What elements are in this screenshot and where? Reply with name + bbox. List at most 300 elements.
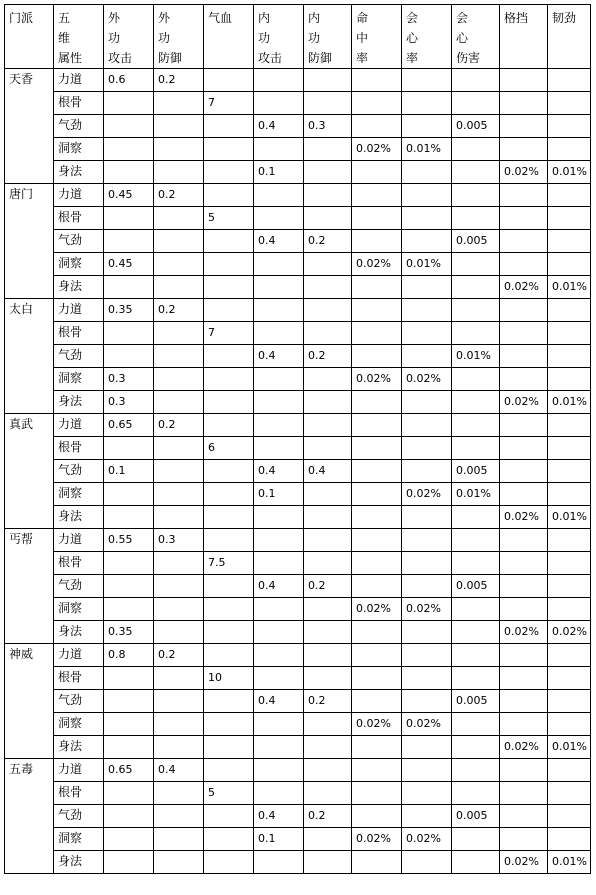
attribute-cell: 根骨 (54, 92, 104, 115)
value-cell (254, 782, 304, 805)
attribute-cell: 洞察 (54, 483, 104, 506)
value-cell: 0.005 (452, 230, 500, 253)
value-cell (204, 161, 254, 184)
value-cell (104, 805, 154, 828)
attribute-cell: 洞察 (54, 828, 104, 851)
value-cell (154, 851, 204, 874)
value-cell (104, 92, 154, 115)
value-cell (304, 414, 352, 437)
value-cell (204, 529, 254, 552)
header-line: 会 心 (456, 11, 475, 45)
attribute-cell: 根骨 (54, 207, 104, 230)
table-row (5, 299, 591, 322)
value-cell: 6 (204, 437, 254, 460)
attribute-cell: 身法 (54, 161, 104, 184)
value-cell: 0.02% (500, 736, 548, 759)
value-cell (402, 621, 452, 644)
value-cell (500, 759, 548, 782)
header-line: 防御 (158, 51, 183, 65)
header-line: 防御 (308, 51, 333, 65)
value-cell (254, 598, 304, 621)
table-row (5, 506, 591, 529)
header-line: 五 维 (58, 11, 77, 45)
value-cell: 0.4 (254, 460, 304, 483)
value-cell (352, 414, 402, 437)
value-cell (204, 276, 254, 299)
value-cell (500, 828, 548, 851)
value-cell (204, 828, 254, 851)
value-cell (452, 368, 500, 391)
value-cell (548, 667, 591, 690)
value-cell (204, 368, 254, 391)
value-cell (104, 851, 154, 874)
value-cell (352, 667, 402, 690)
value-cell (500, 414, 548, 437)
value-cell (154, 736, 204, 759)
value-cell (402, 345, 452, 368)
value-cell (104, 161, 154, 184)
value-cell (352, 161, 402, 184)
value-cell (548, 483, 591, 506)
value-cell (304, 138, 352, 161)
value-cell (154, 575, 204, 598)
value-cell: 0.4 (254, 230, 304, 253)
value-cell (548, 644, 591, 667)
value-cell: 0.4 (254, 345, 304, 368)
table-row (5, 713, 591, 736)
value-cell (254, 414, 304, 437)
value-cell (402, 552, 452, 575)
sect-name-cell: 真武 (5, 414, 54, 529)
value-cell (500, 667, 548, 690)
header-line: 攻击 (258, 51, 283, 65)
value-cell (402, 805, 452, 828)
value-cell (500, 782, 548, 805)
value-cell: 0.2 (154, 414, 204, 437)
value-cell (204, 138, 254, 161)
value-cell (104, 690, 154, 713)
value-cell: 0.01% (548, 161, 591, 184)
header-block (500, 5, 548, 69)
value-cell: 0.02% (500, 621, 548, 644)
value-cell (254, 506, 304, 529)
value-cell (452, 184, 500, 207)
header-line: 率 (356, 51, 369, 65)
table-body (5, 69, 591, 874)
value-cell (204, 483, 254, 506)
value-cell (452, 299, 500, 322)
value-cell (352, 391, 402, 414)
value-cell (154, 138, 204, 161)
value-cell (352, 736, 402, 759)
value-cell: 0.45 (104, 184, 154, 207)
value-cell (548, 759, 591, 782)
sect-name-cell: 神威 (5, 644, 54, 759)
value-cell: 0.01% (548, 276, 591, 299)
header-line: 外 功 (108, 11, 127, 45)
value-cell (500, 345, 548, 368)
value-cell (304, 253, 352, 276)
attribute-cell: 气劲 (54, 690, 104, 713)
value-cell: 0.02% (402, 483, 452, 506)
value-cell: 5 (204, 782, 254, 805)
value-cell (402, 437, 452, 460)
value-cell (352, 851, 402, 874)
value-cell (154, 667, 204, 690)
header-ext-atk (104, 5, 154, 69)
value-cell (500, 138, 548, 161)
value-cell (104, 437, 154, 460)
header-sect (5, 5, 54, 69)
value-cell (254, 391, 304, 414)
value-cell (452, 851, 500, 874)
value-cell (304, 184, 352, 207)
value-cell (500, 690, 548, 713)
attribute-cell: 气劲 (54, 345, 104, 368)
value-cell: 0.35 (104, 621, 154, 644)
value-cell (548, 299, 591, 322)
header-int-atk (254, 5, 304, 69)
attribute-cell: 洞察 (54, 138, 104, 161)
value-cell (254, 368, 304, 391)
value-cell (104, 276, 154, 299)
value-cell (204, 598, 254, 621)
value-cell (352, 759, 402, 782)
value-cell (154, 161, 204, 184)
value-cell (402, 782, 452, 805)
value-cell (254, 529, 304, 552)
value-cell (104, 552, 154, 575)
value-cell (304, 598, 352, 621)
value-cell (204, 851, 254, 874)
table-row (5, 736, 591, 759)
value-cell (352, 115, 402, 138)
table-row (5, 782, 591, 805)
header-line: 格挡 (504, 11, 529, 25)
table-row (5, 483, 591, 506)
value-cell: 0.02% (500, 506, 548, 529)
value-cell (154, 92, 204, 115)
value-cell (304, 368, 352, 391)
sect-name-cell: 五毒 (5, 759, 54, 874)
header-attr (54, 5, 104, 69)
value-cell (452, 552, 500, 575)
value-cell (500, 437, 548, 460)
value-cell (548, 69, 591, 92)
value-cell: 0.4 (154, 759, 204, 782)
value-cell (304, 759, 352, 782)
value-cell (452, 506, 500, 529)
value-cell (104, 506, 154, 529)
attribute-cell: 根骨 (54, 667, 104, 690)
value-cell (548, 575, 591, 598)
value-cell: 0.2 (304, 230, 352, 253)
sect-name-cell: 天香 (5, 69, 54, 184)
value-cell (452, 621, 500, 644)
attribute-cell: 洞察 (54, 368, 104, 391)
value-cell: 0.2 (154, 184, 204, 207)
value-cell (402, 851, 452, 874)
header-hp (204, 5, 254, 69)
value-cell (204, 115, 254, 138)
value-cell: 0.4 (254, 805, 304, 828)
value-cell: 0.1 (254, 483, 304, 506)
value-cell (154, 207, 204, 230)
value-cell (452, 414, 500, 437)
value-cell: 0.02% (548, 621, 591, 644)
value-cell (548, 460, 591, 483)
value-cell (548, 598, 591, 621)
value-cell (548, 713, 591, 736)
value-cell: 0.005 (452, 805, 500, 828)
table-row (5, 759, 591, 782)
header-line: 内 功 (258, 11, 277, 45)
value-cell: 0.3 (154, 529, 204, 552)
value-cell (402, 644, 452, 667)
value-cell (104, 782, 154, 805)
attribute-cell: 根骨 (54, 782, 104, 805)
value-cell (500, 598, 548, 621)
attribute-cell: 根骨 (54, 437, 104, 460)
attribute-cell: 气劲 (54, 115, 104, 138)
table-row (5, 391, 591, 414)
table-row (5, 644, 591, 667)
value-cell (352, 621, 402, 644)
value-cell (548, 115, 591, 138)
value-cell: 0.01% (452, 483, 500, 506)
value-cell (352, 575, 402, 598)
value-cell (304, 828, 352, 851)
value-cell: 0.1 (254, 828, 304, 851)
value-cell: 0.02% (352, 253, 402, 276)
value-cell (500, 92, 548, 115)
value-cell (204, 690, 254, 713)
value-cell: 0.2 (154, 644, 204, 667)
value-cell (548, 529, 591, 552)
value-cell (352, 345, 402, 368)
table-row (5, 276, 591, 299)
table-row (5, 368, 591, 391)
value-cell (500, 575, 548, 598)
value-cell (452, 713, 500, 736)
value-cell (254, 253, 304, 276)
table-row (5, 69, 591, 92)
value-cell (500, 368, 548, 391)
header-line: 韧劲 (552, 11, 577, 25)
table-row (5, 828, 591, 851)
value-cell (548, 690, 591, 713)
attribute-cell: 身法 (54, 736, 104, 759)
table-row (5, 690, 591, 713)
attribute-cell: 身法 (54, 621, 104, 644)
value-cell (500, 552, 548, 575)
attribute-cell: 身法 (54, 276, 104, 299)
value-cell (254, 644, 304, 667)
header-line: 门派 (9, 11, 34, 25)
value-cell (304, 299, 352, 322)
value-cell (154, 437, 204, 460)
value-cell (154, 345, 204, 368)
value-cell (304, 713, 352, 736)
value-cell (352, 207, 402, 230)
value-cell (548, 322, 591, 345)
value-cell: 0.35 (104, 299, 154, 322)
value-cell (204, 736, 254, 759)
value-cell (154, 230, 204, 253)
value-cell (254, 552, 304, 575)
value-cell: 0.02% (402, 713, 452, 736)
value-cell (352, 92, 402, 115)
attribute-cell: 力道 (54, 414, 104, 437)
value-cell (352, 322, 402, 345)
value-cell (254, 437, 304, 460)
value-cell: 0.01% (548, 506, 591, 529)
value-cell: 0.8 (104, 644, 154, 667)
table-row (5, 552, 591, 575)
header-line: 率 (406, 51, 419, 65)
value-cell (204, 759, 254, 782)
attribute-cell: 洞察 (54, 713, 104, 736)
value-cell (352, 276, 402, 299)
value-cell (548, 414, 591, 437)
table-row (5, 345, 591, 368)
value-cell (452, 667, 500, 690)
value-cell (254, 667, 304, 690)
value-cell (204, 506, 254, 529)
value-cell (452, 253, 500, 276)
value-cell (204, 345, 254, 368)
value-cell: 0.1 (104, 460, 154, 483)
attribute-cell: 洞察 (54, 253, 104, 276)
attribute-cell: 身法 (54, 391, 104, 414)
value-cell (154, 460, 204, 483)
value-cell (548, 92, 591, 115)
value-cell (304, 276, 352, 299)
table-row (5, 92, 591, 115)
value-cell: 0.01% (452, 345, 500, 368)
value-cell: 0.02% (500, 276, 548, 299)
value-cell (452, 276, 500, 299)
value-cell: 0.4 (304, 460, 352, 483)
table-row (5, 414, 591, 437)
value-cell (402, 184, 452, 207)
table-row (5, 161, 591, 184)
value-cell (352, 483, 402, 506)
value-cell (352, 805, 402, 828)
value-cell (304, 667, 352, 690)
value-cell (500, 69, 548, 92)
value-cell (402, 575, 452, 598)
table-row (5, 805, 591, 828)
value-cell (304, 621, 352, 644)
value-cell: 0.2 (304, 805, 352, 828)
value-cell (104, 483, 154, 506)
value-cell: 0.02% (500, 161, 548, 184)
table-row (5, 138, 591, 161)
attribute-cell: 根骨 (54, 552, 104, 575)
value-cell (548, 207, 591, 230)
header-line: 命 中 (356, 11, 375, 45)
value-cell (204, 460, 254, 483)
attribute-cell: 身法 (54, 506, 104, 529)
attribute-cell: 力道 (54, 69, 104, 92)
value-cell: 0.005 (452, 690, 500, 713)
value-cell (352, 529, 402, 552)
value-cell (254, 322, 304, 345)
value-cell: 0.005 (452, 460, 500, 483)
value-cell (500, 483, 548, 506)
value-cell: 0.2 (154, 299, 204, 322)
value-cell (452, 782, 500, 805)
table-row (5, 184, 591, 207)
table-row (5, 230, 591, 253)
value-cell (548, 552, 591, 575)
value-cell (452, 759, 500, 782)
table-row (5, 529, 591, 552)
table-row (5, 851, 591, 874)
sect-name-cell: 唐门 (5, 184, 54, 299)
value-cell (254, 299, 304, 322)
value-cell (204, 621, 254, 644)
value-cell (154, 391, 204, 414)
value-cell (254, 851, 304, 874)
attribute-cell: 力道 (54, 529, 104, 552)
value-cell: 0.2 (154, 69, 204, 92)
value-cell (254, 736, 304, 759)
value-cell: 0.005 (452, 575, 500, 598)
value-cell (452, 207, 500, 230)
header-crit-dmg (452, 5, 500, 69)
value-cell (352, 644, 402, 667)
value-cell (254, 276, 304, 299)
value-cell (402, 736, 452, 759)
sect-name-cell: 丐帮 (5, 529, 54, 644)
value-cell: 0.02% (352, 138, 402, 161)
value-cell (402, 414, 452, 437)
value-cell (304, 391, 352, 414)
header-line: 攻击 (108, 51, 133, 65)
sect-name-cell: 太白 (5, 299, 54, 414)
value-cell (452, 69, 500, 92)
table-row (5, 322, 591, 345)
attribute-cell: 气劲 (54, 460, 104, 483)
value-cell: 0.2 (304, 575, 352, 598)
value-cell (352, 460, 402, 483)
value-cell (204, 805, 254, 828)
value-cell (254, 759, 304, 782)
value-cell (154, 828, 204, 851)
value-cell: 0.2 (304, 345, 352, 368)
value-cell (104, 207, 154, 230)
value-cell (402, 690, 452, 713)
value-cell (452, 736, 500, 759)
value-cell (402, 230, 452, 253)
value-cell (304, 207, 352, 230)
attribute-cell: 力道 (54, 759, 104, 782)
value-cell (500, 322, 548, 345)
value-cell (154, 598, 204, 621)
value-cell (402, 115, 452, 138)
attribute-cell: 力道 (54, 299, 104, 322)
value-cell (548, 828, 591, 851)
value-cell (500, 230, 548, 253)
value-cell (452, 598, 500, 621)
header-ext-def (154, 5, 204, 69)
value-cell (304, 736, 352, 759)
value-cell (204, 575, 254, 598)
value-cell (402, 92, 452, 115)
value-cell (500, 460, 548, 483)
